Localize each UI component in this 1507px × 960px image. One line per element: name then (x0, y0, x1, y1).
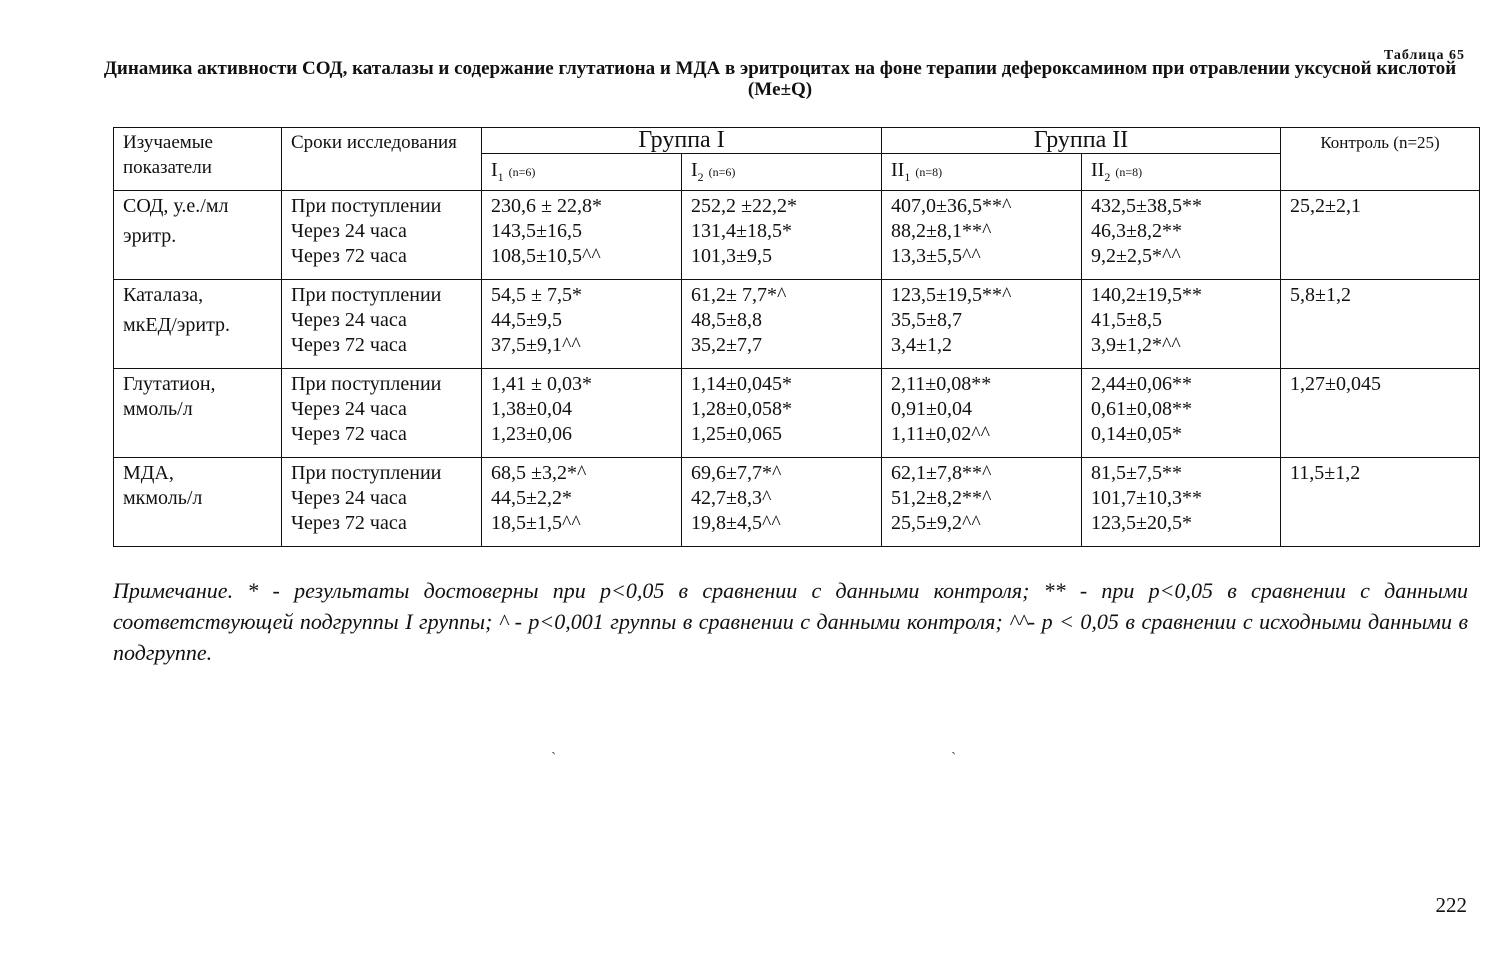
timing-value: При поступлении (291, 195, 442, 217)
header-row-1 (114, 128, 1480, 154)
value: 407,0±36,5**^ (891, 195, 1012, 217)
value: 68,5 ±3,2*^ (491, 462, 587, 484)
value: 432,5±38,5** (1091, 195, 1202, 217)
subgroup-ii1-n: (n=8) (915, 165, 943, 179)
value-cell-ii2 (1082, 191, 1281, 280)
value: 123,5±20,5* (1091, 512, 1192, 534)
value: 41,5±8,5 (1091, 309, 1162, 331)
timing-value: При поступлении (291, 462, 442, 484)
indicator-unit: мкмоль/л (123, 487, 203, 509)
value: 101,3±9,5 (691, 245, 772, 267)
value: 1,41 ± 0,03* (491, 373, 592, 395)
subgroup-i2-index: 2 (697, 170, 704, 184)
table-number-label: Таблица 65 (1383, 48, 1465, 63)
subgroup-i1-n: (n=6) (508, 165, 536, 179)
header-indicators-text: Изучаемые показатели (123, 132, 213, 178)
page-number: 222 (1435, 893, 1467, 917)
value: 44,5±2,2* (491, 487, 572, 509)
value: 252,2 ±22,2* (691, 195, 797, 217)
value: 62,1±7,8**^ (891, 462, 992, 484)
header-timing (282, 128, 482, 191)
value: 13,3±5,5^^ (891, 245, 981, 267)
subgroup-i2-label: I (691, 159, 698, 181)
subgroup-i1-label: I (491, 159, 498, 181)
results-table (113, 127, 1480, 547)
indicator-unit: мкЕД/эритр. (123, 314, 231, 336)
header-group-2: Группа II (882, 128, 1281, 154)
value: 54,5 ± 7,5* (491, 284, 582, 306)
value: 0,91±0,04 (891, 398, 972, 420)
timing-value: Через 72 часа (291, 423, 407, 445)
subgroup-i1-index: 1 (497, 170, 504, 184)
timing-value: Через 72 часа (291, 245, 407, 267)
table-row (114, 191, 1480, 280)
value: 0,61±0,08** (1091, 398, 1192, 420)
value: 3,9±1,2*^^ (1091, 334, 1181, 356)
indicator-name: СОД, у.е./мл (123, 195, 229, 217)
value: 35,2±7,7 (691, 334, 762, 356)
value: 51,2±8,2**^ (891, 487, 992, 509)
value: 37,5±9,1^^ (491, 334, 581, 356)
value: 18,5±1,5^^ (491, 512, 581, 534)
control-cell (1281, 280, 1480, 369)
value: 230,6 ± 22,8* (491, 195, 602, 217)
value: 42,7±8,3^ (691, 487, 772, 509)
control-cell (1281, 191, 1480, 280)
subgroup-ii1-label: II (891, 159, 905, 181)
table-footnote: Примечание. * - результаты достоверны при p<0,05 в сравнении с данными контроля; ** - при p<0,05 в сравнении с данными соответствующей подгруппы I группы; ^ - p<0,001 группы в сравнении с данными контроля; ^^- p < 0,05 в сравнении с исходными данными в подгруппе. (113, 578, 1468, 665)
indicator-name: Каталаза, (123, 284, 204, 306)
value: 1,23±0,06 (491, 423, 572, 445)
control-value: 5,8±1,2 (1290, 284, 1351, 306)
value: 140,2±19,5** (1091, 284, 1202, 306)
value: 9,2±2,5*^^ (1091, 245, 1181, 267)
value-cell-i1 (482, 458, 682, 547)
value: 61,2± 7,7*^ (691, 284, 787, 306)
value: 2,44±0,06** (1091, 373, 1192, 395)
value: 81,5±7,5** (1091, 462, 1182, 484)
subgroup-i2-n: (n=6) (708, 165, 736, 179)
value: 35,5±8,7 (891, 309, 962, 331)
indicator-name: Глутатион, (123, 373, 216, 395)
header-timing-text: Сроки исследования (291, 132, 457, 153)
scan-artifact-mark: ˏ (951, 738, 957, 755)
value-cell-i2 (682, 191, 882, 280)
value: 0,14±0,05* (1091, 423, 1182, 445)
value-cell-ii1 (882, 458, 1082, 547)
table-row (114, 280, 1480, 369)
subgroup-ii1-index: 1 (904, 170, 911, 184)
control-cell (1281, 369, 1480, 458)
timing-value: Через 24 часа (291, 309, 407, 331)
value: 25,5±9,2^^ (891, 512, 981, 534)
timing-value: Через 72 часа (291, 512, 407, 534)
header-subgroup-i1 (482, 154, 682, 191)
timing-value: Через 24 часа (291, 398, 407, 420)
table-row (114, 458, 1480, 547)
value-cell-i1 (482, 191, 682, 280)
value: 123,5±19,5**^ (891, 284, 1012, 306)
header-indicators (114, 128, 282, 191)
value-cell-ii2 (1082, 280, 1281, 369)
value: 143,5±16,5 (491, 220, 582, 242)
control-value: 25,2±2,1 (1290, 195, 1361, 217)
value-cell-i2 (682, 458, 882, 547)
value-cell-i1 (482, 280, 682, 369)
indicator-cell (114, 369, 282, 458)
timing-cell (282, 369, 482, 458)
header-control-text: Контроль (n=25) (1320, 133, 1440, 152)
subgroup-ii2-label: II (1091, 159, 1105, 181)
header-control (1281, 128, 1480, 191)
timing-value: При поступлении (291, 373, 442, 395)
timing-cell (282, 458, 482, 547)
indicator-unit: ммоль/л (123, 398, 193, 420)
indicator-cell (114, 280, 282, 369)
header-subgroup-ii1 (882, 154, 1082, 191)
value-cell-i2 (682, 280, 882, 369)
control-value: 1,27±0,045 (1290, 373, 1381, 395)
value: 2,11±0,08** (891, 373, 992, 395)
value-cell-ii1 (882, 369, 1082, 458)
indicator-cell (114, 191, 282, 280)
value-cell-i1 (482, 369, 682, 458)
timing-value: Через 24 часа (291, 220, 407, 242)
value: 48,5±8,8 (691, 309, 762, 331)
indicator-name: МДА, (123, 462, 174, 484)
value-cell-i2 (682, 369, 882, 458)
value: 44,5±9,5 (491, 309, 562, 331)
value: 1,11±0,02^^ (891, 423, 991, 445)
value: 131,4±18,5* (691, 220, 792, 242)
value: 101,7±10,3** (1091, 487, 1202, 509)
value-cell-ii1 (882, 191, 1082, 280)
value: 1,25±0,065 (691, 423, 782, 445)
indicator-unit: эритр. (123, 225, 177, 247)
header-subgroup-i2 (682, 154, 882, 191)
value: 108,5±10,5^^ (491, 245, 601, 267)
timing-cell (282, 280, 482, 369)
timing-cell (282, 191, 482, 280)
timing-value: При поступлении (291, 284, 442, 306)
control-value: 11,5±1,2 (1290, 462, 1361, 484)
value: 46,3±8,2** (1091, 220, 1182, 242)
timing-value: Через 72 часа (291, 334, 407, 356)
value: 3,4±1,2 (891, 334, 952, 356)
indicator-cell (114, 458, 282, 547)
value: 69,6±7,7*^ (691, 462, 782, 484)
header-group-1: Группа I (482, 128, 882, 154)
value: 88,2±8,1**^ (891, 220, 992, 242)
value: 1,14±0,045* (691, 373, 792, 395)
subgroup-ii2-n: (n=8) (1115, 165, 1143, 179)
table-row (114, 369, 1480, 458)
scan-artifact-mark: ˏ (551, 738, 557, 755)
value-cell-ii1 (882, 280, 1082, 369)
control-cell (1281, 458, 1480, 547)
value: 1,28±0,058* (691, 398, 792, 420)
value: 1,38±0,04 (491, 398, 572, 420)
value-cell-ii2 (1082, 369, 1281, 458)
value-cell-ii2 (1082, 458, 1281, 547)
value: 19,8±4,5^^ (691, 512, 781, 534)
timing-value: Через 24 часа (291, 487, 407, 509)
table-title: Динамика активности СОД, каталазы и содержание глутатиона и МДА в эритроцитах на фоне терапии дефероксамином при отравлении уксусной кислотой (Me±Q) (103, 58, 1457, 100)
subgroup-ii2-index: 2 (1104, 170, 1111, 184)
header-subgroup-ii2 (1082, 154, 1281, 191)
